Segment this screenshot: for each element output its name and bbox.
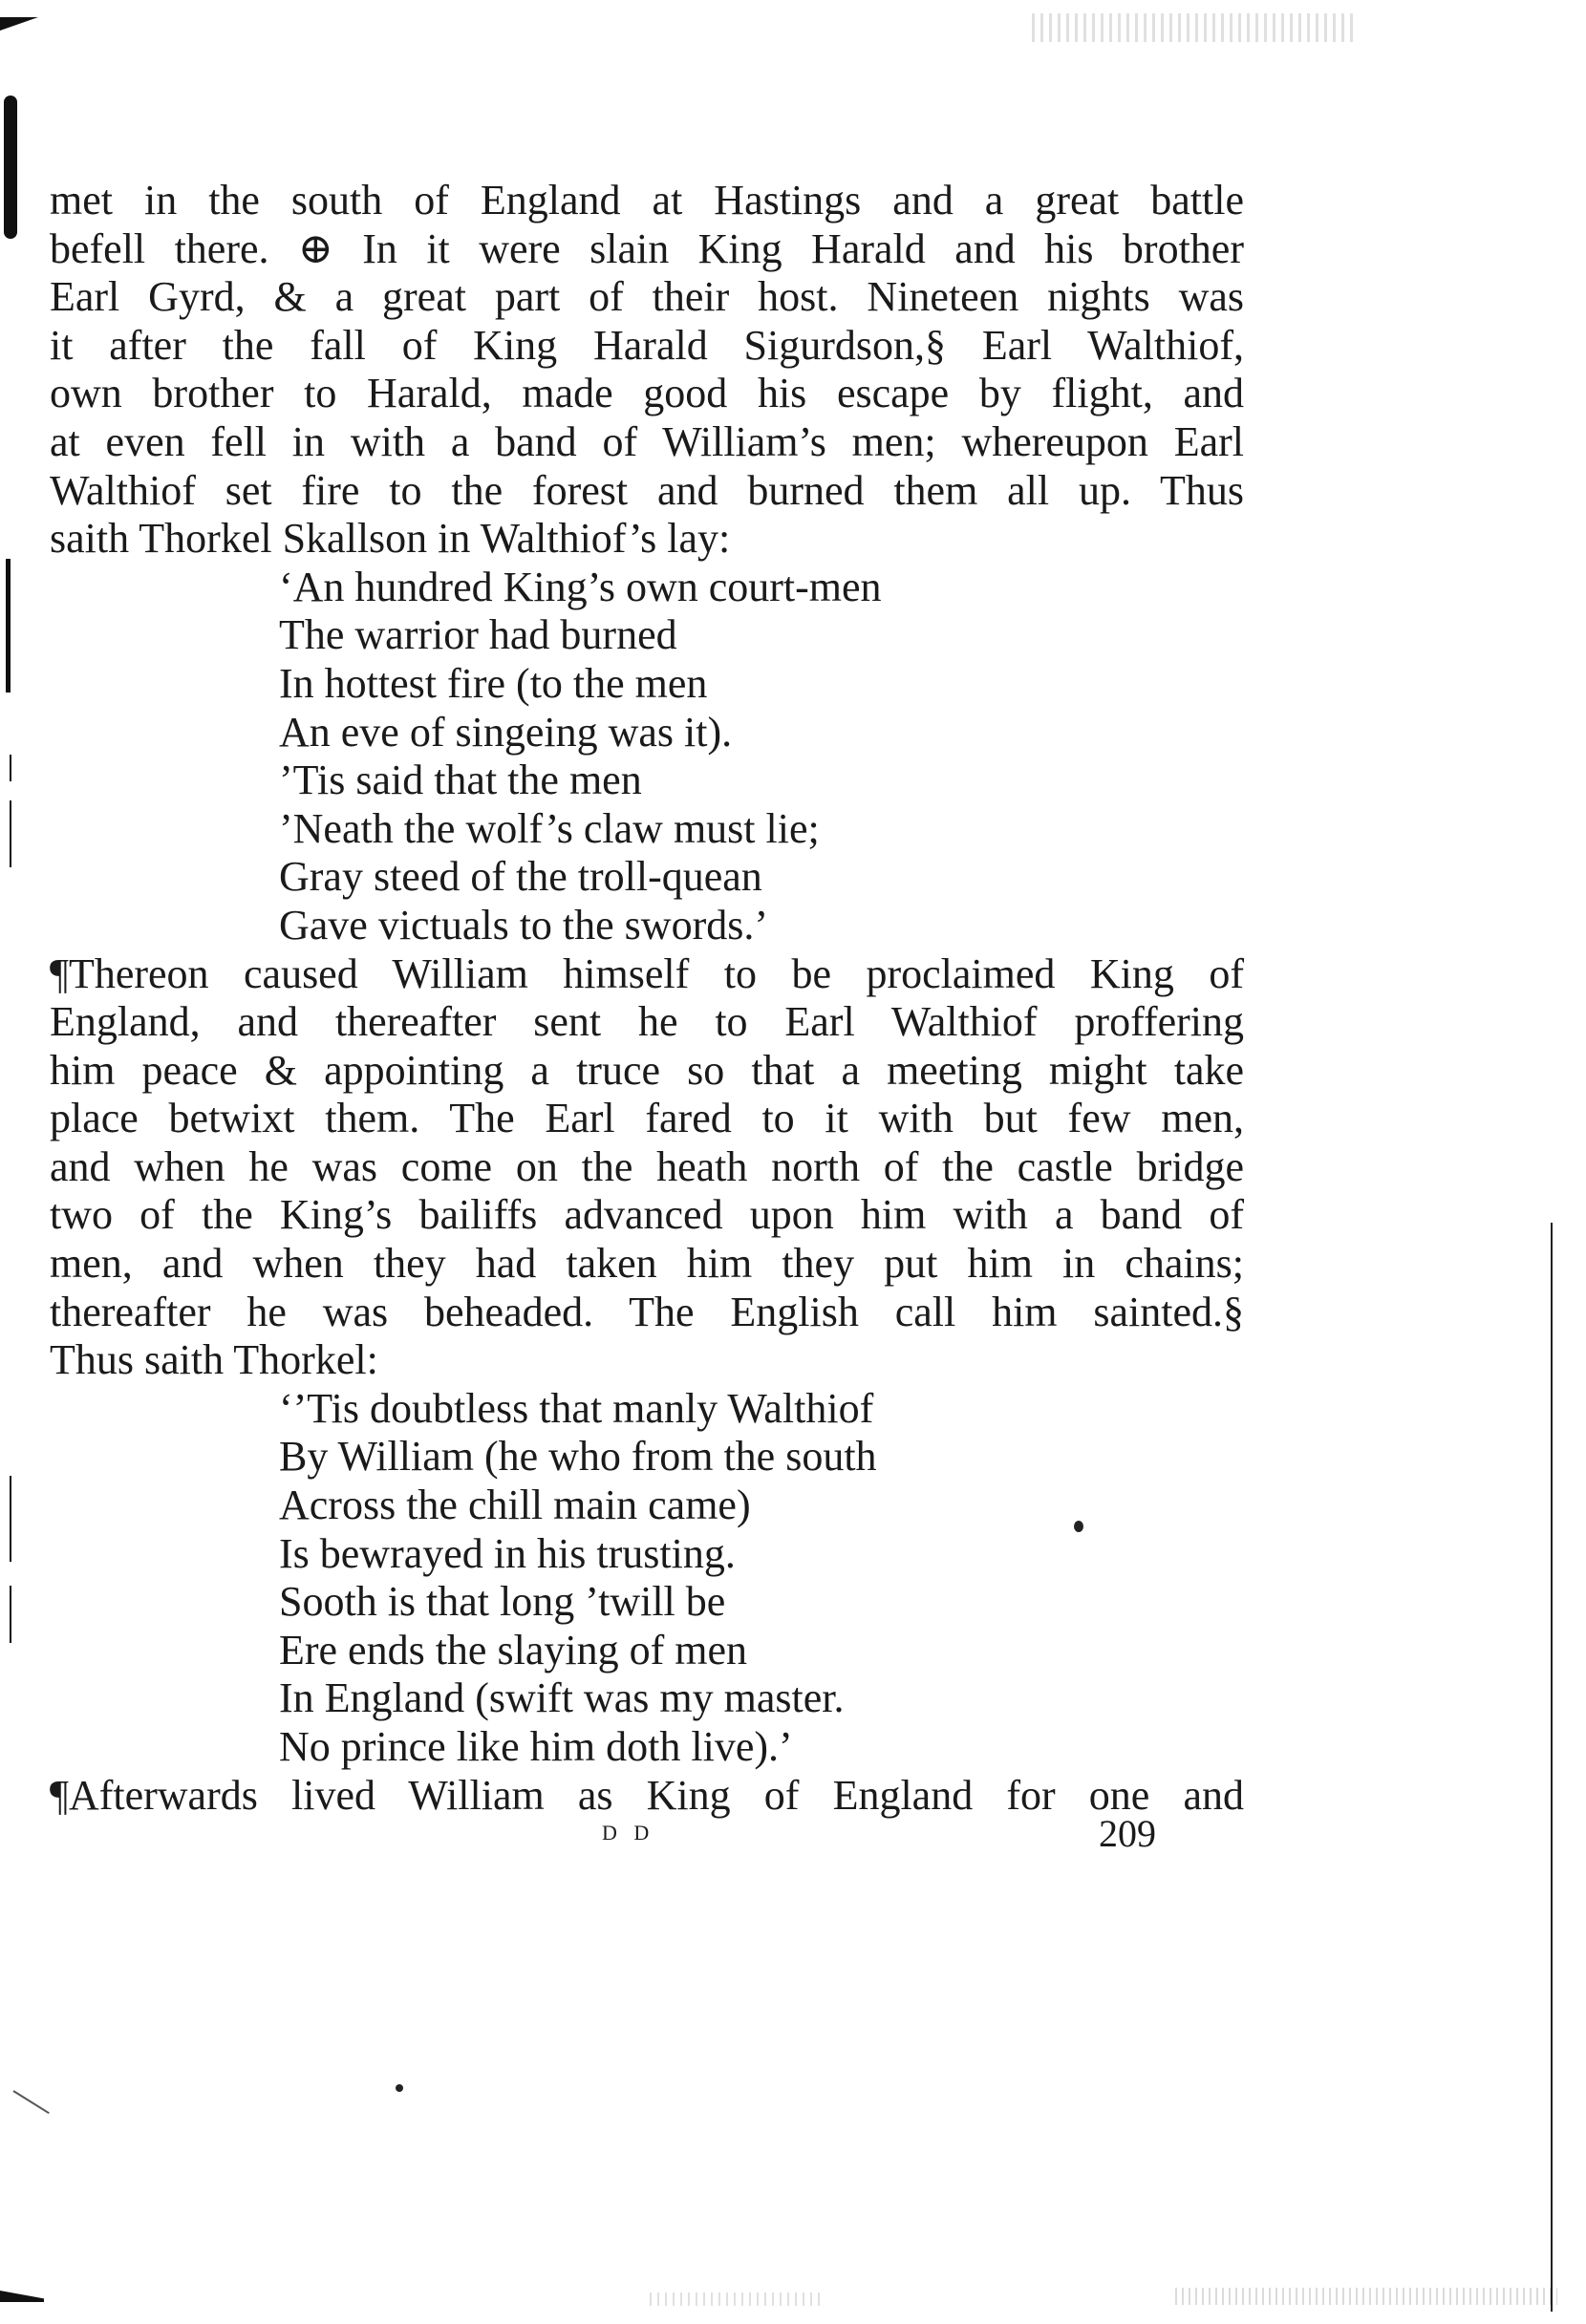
text-line: own brother to Harald, made good his escape by flight, and (50, 370, 1244, 417)
signature-mark: D D (602, 1821, 655, 1844)
text-line: thereafter he was beheaded. The English call him sainted.§ (50, 1288, 1244, 1335)
text-line: Earl Gyrd, & a great part of their host. Nineteen nights was (50, 273, 1244, 321)
scan-noise-bottom-right (1175, 2288, 1557, 2305)
verse-line: ’Tis said that the men (279, 757, 642, 804)
binding-mark-lower-1 (10, 1476, 11, 1562)
text-line: befell there. ⊕ In it were slain King Harald and his brother (50, 224, 1244, 272)
binding-mark-middle (6, 559, 11, 693)
scan-corner-mark (0, 17, 38, 31)
page-text (50, 177, 1244, 1820)
binding-mark-small-1 (10, 755, 11, 781)
text-line: Walthiof set fire to the forest and burned them all up. Thus (50, 466, 1244, 514)
verse-line: In hottest fire (to the men (279, 659, 708, 707)
binding-mark-lower-2 (10, 1586, 11, 1643)
scan-noise-top (1032, 13, 1357, 42)
text-line: saith Thorkel Skallson in Walthiof’s lay: (50, 515, 731, 563)
verse-line: Across the chill main came) (279, 1482, 751, 1529)
verse-line: Is bewrayed in his trusting. (279, 1529, 736, 1577)
text-line: place betwixt them. The Earl fared to it with but few men, (50, 1095, 1244, 1142)
binding-mark-top (4, 96, 17, 239)
text-line: him peace & appointing a truce so that a meeting might take (50, 1046, 1244, 1094)
verse-line: No prince like him doth live).’ (279, 1723, 793, 1770)
text-line: ¶Afterwards lived William as King of England for one and (50, 1771, 1244, 1819)
binding-mark-small-2 (10, 800, 11, 867)
page-number: 209 (1099, 1812, 1156, 1855)
verse-line: Sooth is that long ’twill be (279, 1578, 726, 1626)
text-line: at even fell in with a band of William’s men; whereupon Earl (50, 417, 1244, 465)
verse-line: Gray steed of the troll-quean (279, 853, 762, 901)
text-line: met in the south of England at Hastings and a great battle (50, 177, 1244, 224)
stray-dot-lower (396, 2084, 403, 2092)
text-line: it after the fall of King Harald Sigurdson,§ Earl Walthiof, (50, 321, 1244, 369)
text-line: Thus saith Thorkel: (50, 1336, 378, 1384)
scan-mark-bottom-left (0, 2291, 44, 2302)
text-line: men, and when they had taken him they put him in chains; (50, 1240, 1244, 1288)
page-footer (0, 1811, 1586, 1853)
verse-line: ‘’Tis doubtless that manly Walthiof (279, 1384, 874, 1432)
scan-noise-bottom-center (650, 2292, 822, 2306)
text-line: and when he was come on the heath north of the castle bridge (50, 1142, 1244, 1190)
page-edge-line (1551, 1223, 1553, 2312)
verse-line: Ere ends the slaying of men (279, 1626, 747, 1674)
text-line: England, and thereafter sent he to Earl Walthiof proffering (50, 998, 1244, 1046)
verse-line: By William (he who from the south (279, 1433, 877, 1481)
verse-line: In England (swift was my master. (279, 1674, 845, 1722)
verse-line: Gave victuals to the swords.’ (279, 901, 768, 949)
stray-stroke (12, 2090, 49, 2114)
verse-line: An eve of singeing was it). (279, 708, 733, 756)
verse-line: ’Neath the wolf’s claw must lie; (279, 804, 820, 852)
text-line: two of the King’s bailiffs advanced upon him with a band of (50, 1191, 1244, 1239)
verse-line: ‘An hundred King’s own court-men (279, 563, 882, 610)
verse-line: The warrior had burned (279, 611, 677, 659)
text-line: ¶Thereon caused William himself to be proclaimed King of (50, 949, 1244, 997)
